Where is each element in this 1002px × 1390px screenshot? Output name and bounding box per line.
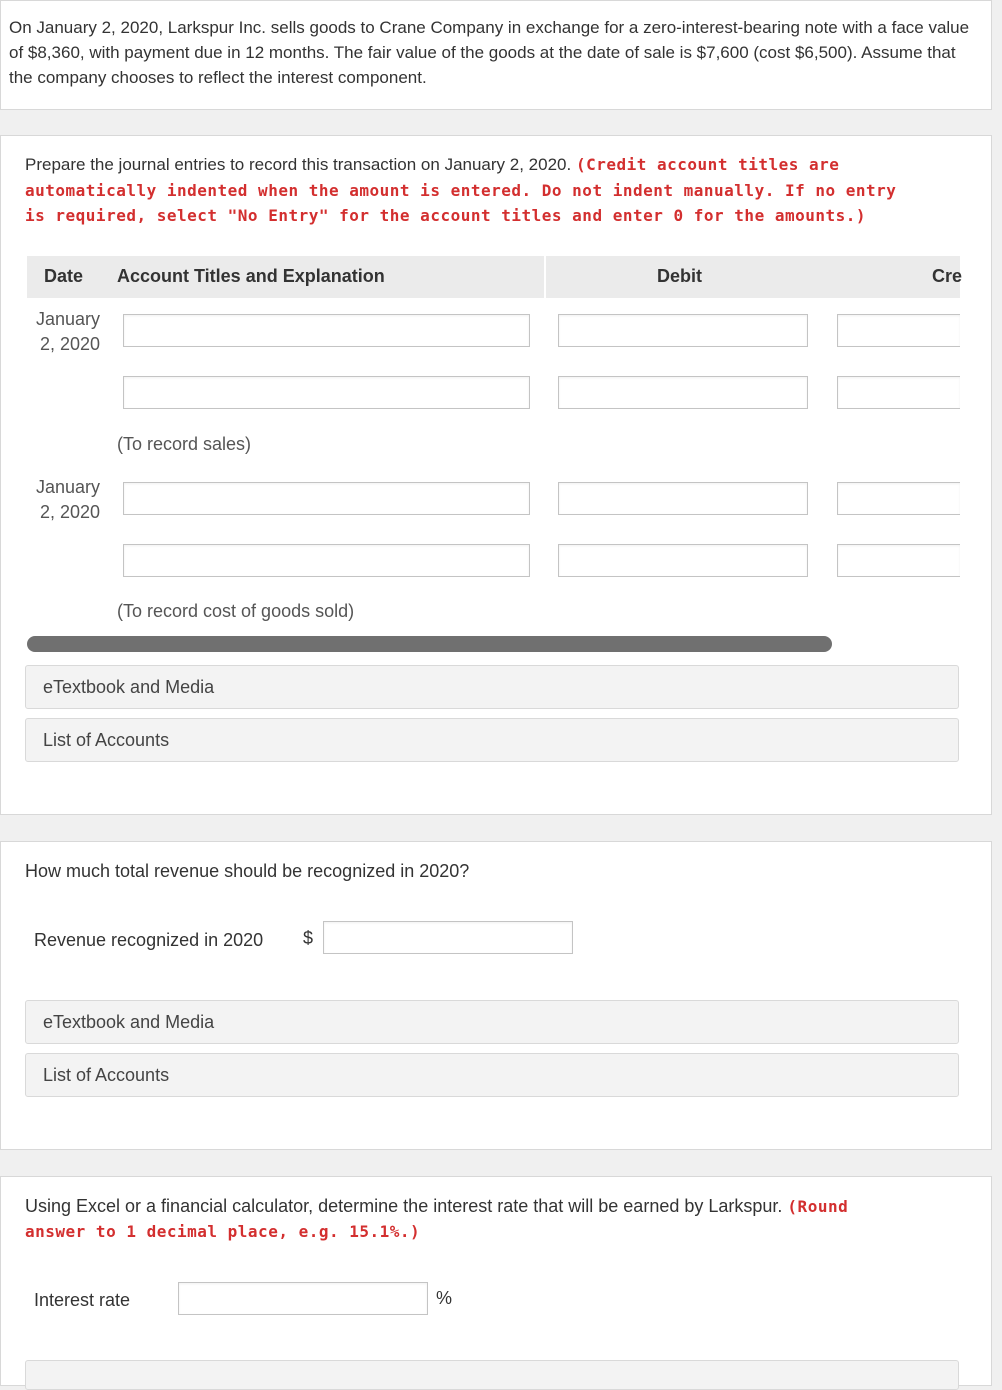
- header-date: Date: [44, 266, 84, 286]
- revenue-label: Revenue recognized in 2020: [34, 930, 264, 950]
- entry1-date-line1: January: [35, 309, 100, 329]
- interest-instructions: [25, 1194, 905, 1244]
- list-of-accounts-button-2[interactable]: List of Accounts: [25, 1053, 959, 1097]
- interest-label: Interest rate: [34, 1290, 131, 1310]
- journal-instructions: [25, 152, 925, 229]
- header-separator: [544, 256, 546, 298]
- entry2-account-input-1[interactable]: [123, 482, 530, 515]
- entry1-date: [26, 307, 100, 357]
- list-of-accounts-button-1[interactable]: List of Accounts: [25, 718, 959, 762]
- entry2-date-line1: January: [35, 477, 100, 497]
- header-account: Account Titles and Explanation: [117, 266, 385, 286]
- revenue-prompt: How much total revenue should be recognized in 2020?: [25, 861, 470, 881]
- entry1-account-input-2[interactable]: [123, 376, 530, 409]
- entry2-date: [26, 475, 100, 525]
- entry1-account-input-1[interactable]: [123, 314, 530, 347]
- currency-symbol: $: [303, 928, 314, 948]
- entry1-date-line2: 2, 2020: [39, 334, 100, 354]
- etextbook-media-button-2[interactable]: eTextbook and Media: [25, 1000, 959, 1044]
- entry1-credit-input-2[interactable]: [837, 376, 960, 409]
- entry1-memo: (To record sales): [117, 434, 252, 454]
- entry2-debit-input-1[interactable]: [558, 482, 808, 515]
- horizontal-scrollbar[interactable]: [27, 636, 832, 652]
- problem-text: On January 2, 2020, Larkspur Inc. sells goods to Crane Company in exchange for a zero-interest-bearing note with a face value of $8,360, with payment due in 12 months. The fair value of the goods at the date of sale is $7,600 (cost $6,500). Assume that the company chooses to reflect the interest component.: [9, 18, 970, 87]
- entry2-credit-input-1[interactable]: [837, 482, 960, 515]
- interest-note: (Round answer to 1 decimal place, e.g. 15.1%.): [25, 1197, 849, 1241]
- entry1-credit-input-1[interactable]: [837, 314, 960, 347]
- entry1-debit-input-2[interactable]: [558, 376, 808, 409]
- interest-rate-input[interactable]: [178, 1282, 428, 1315]
- entry2-account-input-2[interactable]: [123, 544, 530, 577]
- etextbook-media-button-3[interactable]: [25, 1360, 959, 1390]
- problem-statement: [0, 0, 992, 110]
- entry1-debit-input-1[interactable]: [558, 314, 808, 347]
- entry2-memo: (To record cost of goods sold): [117, 601, 355, 621]
- journal-prompt: Prepare the journal entries to record this transaction on January 2, 2020.: [25, 155, 572, 174]
- revenue-section: [0, 841, 992, 1150]
- entry2-credit-input-2[interactable]: [837, 544, 960, 577]
- journal-table-header: [27, 256, 963, 298]
- header-credit: Cre: [932, 266, 963, 286]
- entry2-date-line2: 2, 2020: [39, 502, 100, 522]
- interest-prompt: Using Excel or a financial calculator, determine the interest rate that will be earned by Larkspur.: [25, 1196, 783, 1216]
- journal-entry-section: [0, 135, 992, 815]
- revenue-input[interactable]: [323, 921, 573, 954]
- journal-note: (Credit account titles are automatically indented when the amount is entered. Do not indent manually. If no entry is required, select "No Entry" for the account titles and enter 0 for the amounts.): [25, 155, 897, 225]
- entry2-debit-input-2[interactable]: [558, 544, 808, 577]
- percent-symbol: %: [436, 1288, 453, 1308]
- header-debit: Debit: [657, 266, 702, 286]
- etextbook-media-button-1[interactable]: eTextbook and Media: [25, 665, 959, 709]
